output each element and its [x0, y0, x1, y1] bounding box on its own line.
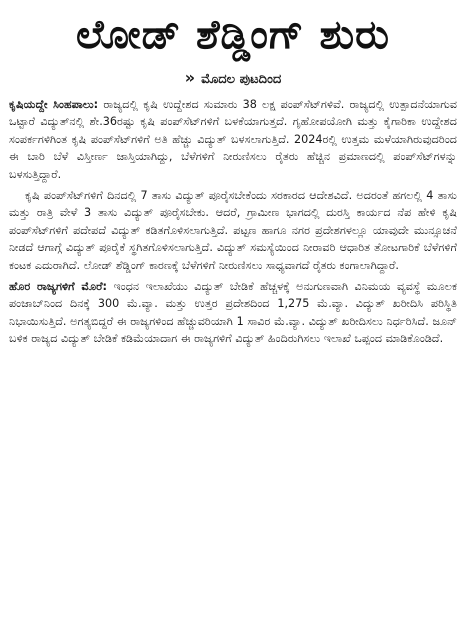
paragraph-1: [9, 96, 457, 183]
continued-from-front-page: [9, 68, 457, 90]
continued-label: ಮೊದಲ ಪುಟದಿಂದ: [201, 72, 282, 87]
paragraph-1-lead: ಕೃಷಿಯದ್ದೇ ಸಿಂಹಪಾಲು:: [9, 98, 99, 111]
paragraph-3-lead: ಹೊರ ರಾಜ್ಯಗಳಿಗೆ ಮೊರೆ:: [9, 280, 108, 294]
paragraph-3-text: ಇಂಧನ ಇಲಾಖೆಯು ವಿದ್ಯುತ್ ಬೇಡಿಕೆ ಹೆಚ್ಚಳಕ್ಕೆ ಅನುಗುಣವಾಗಿ ವಿನಿಮಯ ವ್ಯವಸ್ಥೆ ಮೂಲಕ ಪಂಜಾಬ್‌ನಿಂದ ದಿನಕ್ಕೆ 300 ಮೆ.ವ್ಯಾ. ಮತ್ತು ಉತ್ತರ ಪ್ರದೇಶದಿಂದ 1,275 ಮೆ.ವ್ಯಾ. ವಿದ್ಯುತ್ ಖರೀದಿಸಿ ಪರಿಸ್ಥಿತಿ ನಿಭಾಯಿಸುತ್ತಿದೆ. ಅಗತ್ಯಬಿದ್ದರೆ ಈ ರಾಜ್ಯಗಳಿಂದ ಹೆಚ್ಚುವರಿಯಾಗಿ 1 ಸಾವಿರ ಮೆ.ವ್ಯಾ. ವಿದ್ಯುತ್ ಖರೀದಿಸಲು ನಿರ್ಧರಿಸಿದೆ. ಜೂನ್ ಬಳಿಕ ರಾಜ್ಯದ ವಿದ್ಯುತ್ ಬೇಡಿಕೆ ಕಡಿಮೆಯಾದಾಗ ಈ ರಾಜ್ಯಗಳಿಗೆ ವಿದ್ಯುತ್ ಹಿಂದಿರುಗಿಸಲು ಇಲಾಖೆ ಒಪ್ಪಂದ ಮಾಡಿಕೊಂಡಿದೆ.: [9, 280, 457, 346]
headline: ಲೋಡ್ ಶೆಡ್ಡಿಂಗ್ ಶುರು: [76, 12, 390, 58]
paragraph-2-text: ಕೃಷಿ ಪಂಪ್‌ಸೆಟ್‌ಗಳಿಗೆ ದಿನದಲ್ಲಿ 7 ತಾಸು ವಿದ್ಯುತ್ ಪೂರೈಸಬೇಕೆಂದು ಸರಕಾರದ ಆದೇಶವಿದೆ. ಅದರಂತೆ ಹಗಲಲ್ಲಿ 4 ತಾಸು ಮತ್ತು ರಾತ್ರಿ ವೇಳೆ 3 ತಾಸು ವಿದ್ಯುತ್ ಪೂರೈಸಬೇಕು. ಆದರೆ, ಗ್ರಾಮೀಣ ಭಾಗದಲ್ಲಿ ದುರಸ್ತಿ ಕಾರ್ಯದ ನೆಪ ಹೇಳಿ ಕೃಷಿ ಪಂಪ್‌ಸೆಟ್‌ಗಳಿಗೆ ಪದೇಪದೆ ವಿದ್ಯುತ್ ಕಡಿತಗೊಳಿಸಲಾಗುತ್ತಿದೆ. ಪಟ್ಟಣ ಹಾಗೂ ನಗರ ಪ್ರದೇಶಗಳಲ್ಲೂ ಯಾವುದೇ ಮುನ್ಸೂಚನೆ ನೀಡದೆ ಆಗಾಗ್ಗೆ ವಿದ್ಯುತ್ ಪೂರೈಕೆ ಸ್ಥಗಿತಗೊಳಿಸಲಾಗುತ್ತಿದೆ. ವಿದ್ಯುತ್ ಸಮಸ್ಯೆಯಿಂದ ನೀರಾವರಿ ಆಧಾರಿತ ತೋಟಗಾರಿಕೆ ಬೆಳೆಗಳಿಗೆ ಕಂಟಕ ಎದುರಾಗಿದೆ. ಲೋಡ್ ಶೆಡ್ಡಿಂಗ್ ಕಾರಣಕ್ಕೆ ಬೆಳೆಗಳಿಗೆ ನೀರುಣಿಸಲು ಸಾಧ್ಯವಾಗದೆ ರೈತರು ಕಂಗಾಲಾಗಿದ್ದಾರೆ.: [9, 189, 457, 272]
double-chevron-icon: »: [184, 68, 196, 87]
paragraph-2: [9, 187, 457, 274]
paragraph-1-text: ರಾಜ್ಯದಲ್ಲಿ ಕೃಷಿ ಉದ್ದೇಶದ ಸುಮಾರು 38 ಲಕ್ಷ ಪಂಪ್‌ಸೆಟ್‌ಗಳಿವೆ. ರಾಜ್ಯದಲ್ಲಿ ಉತ್ಪಾದನೆಯಾಗುವ ಒಟ್ಟಾರೆ ವಿದ್ಯುತ್‌ನಲ್ಲಿ ಶೇ.36ರಷ್ಟು ಕೃಷಿ ಪಂಪ್‌ಸೆಟ್‌ಗಳಿಗೆ ಬಳಕೆಯಾಗುತ್ತದೆ. ಗೃಹೋಪಯೋಗಿ ಮತ್ತು ಕೈಗಾರಿಕಾ ಉದ್ದೇಶದ ಸಂಪರ್ಕಗಳಿಗಿಂತ ಕೃಷಿ ಪಂಪ್‌ಸೆಟ್‌ಗಳಿಗೆ ಅತಿ ಹೆಚ್ಚು ವಿದ್ಯುತ್ ಬಳಸಲಾಗುತ್ತಿದೆ. 2024ರಲ್ಲಿ ಉತ್ತಮ ಮಳೆಯಾಗಿರುವುದರಿಂದ ಈ ಬಾರಿ ಬೆಳೆ ವಿಸ್ತೀರ್ಣ ಜಾಸ್ತಿಯಾಗಿದ್ದು, ಬೆಳೆಗಳಿಗೆ ನೀರುಣಿಸಲು ರೈತರು ಹೆಚ್ಚಿನ ಪ್ರಮಾಣದಲ್ಲಿ ಪಂಪ್‌ಸೆಟ್‌ಗಳನ್ನು ಬಳಸುತ್ತಿದ್ದಾರೆ.: [9, 98, 457, 181]
paragraph-3: [9, 278, 457, 348]
